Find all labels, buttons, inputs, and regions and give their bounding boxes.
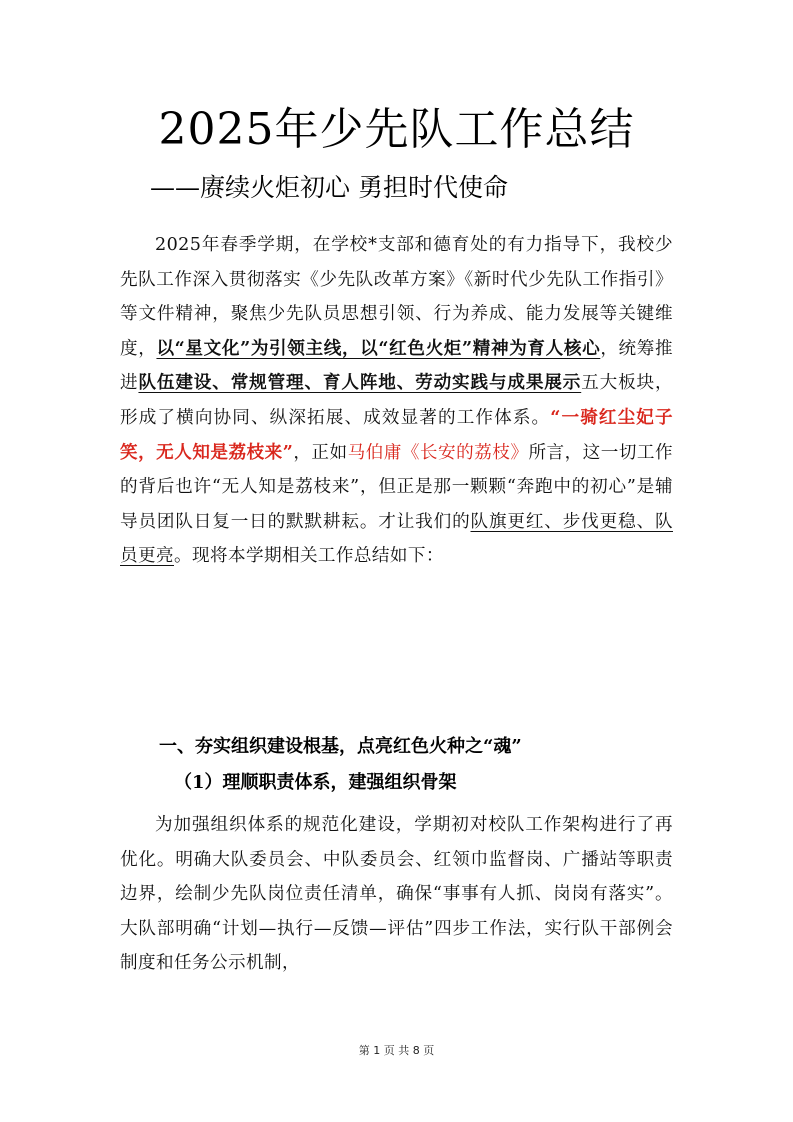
intro-segment: 所言，这一切工作的背后也许“无人知是荔枝来”，但正是那一颗颗“奔跑中的初心”是辅导员团队日复一日的默默耕耘。才让我们的: [120, 442, 674, 532]
document-subtitle: ——赓续火炬初心 勇担时代使命: [150, 173, 508, 202]
section-heading-1: 一、夯实组织建设根基，点亮红色火种之“魂”: [159, 736, 522, 757]
intro-segment: ，统筹推进: [120, 338, 673, 394]
page-footer: 第 1 页 共 8 页: [358, 1044, 435, 1057]
book-reference: 马伯庸《长安的荔枝》: [347, 442, 529, 463]
poem-quote: “一骑红尘妃子笑，无人知是荔枝来”: [120, 406, 674, 463]
intro-segment: 2025年春季学期，在学校*支部和德育处的有力指导下，我校少先队工作深入贯彻落实《少先队改革方案》《新时代少先队工作指引》等文件精神，聚焦少先队员思想引领、行为养成、能力发展等关键维度，: [120, 235, 673, 359]
intro-underline-segment: 以“星文化”为引领主线，以“红色火炬”精神为育人核心: [156, 337, 601, 359]
intro-underline-segment: 队旗更红、步伐更稳、队员更亮: [120, 511, 673, 567]
intro-segment: 。现将本学期相关工作总结如下：: [173, 546, 444, 567]
intro-segment: 五大板块，形成了横向协同、纵深拓展、成效显著的工作体系。: [120, 373, 673, 428]
subsection-heading-1: （1）理顺职责体系，建强组织骨架: [174, 772, 457, 793]
intro-segment: ，正如: [293, 442, 348, 463]
document-title: 2025年少先队工作总结: [158, 104, 635, 155]
intro-underline-segment: 队伍建设、常规管理、育人阵地、劳动实践与成果展示: [138, 372, 582, 394]
intro-paragraph: [120, 228, 673, 574]
body-paragraph: 为加强组织体系的规范化建设，学期初对校队工作架构进行了再优化。明确大队委员会、中队委员会、红领巾监督岗、广播站等职责边界，绘制少先队岗位责任清单，确保“事事有人抓、岗岗有落实”。大队部明确“计划—执行—反馈—评估”四步工作法，实行队干部例会制度和任务公示机制，: [120, 815, 673, 974]
